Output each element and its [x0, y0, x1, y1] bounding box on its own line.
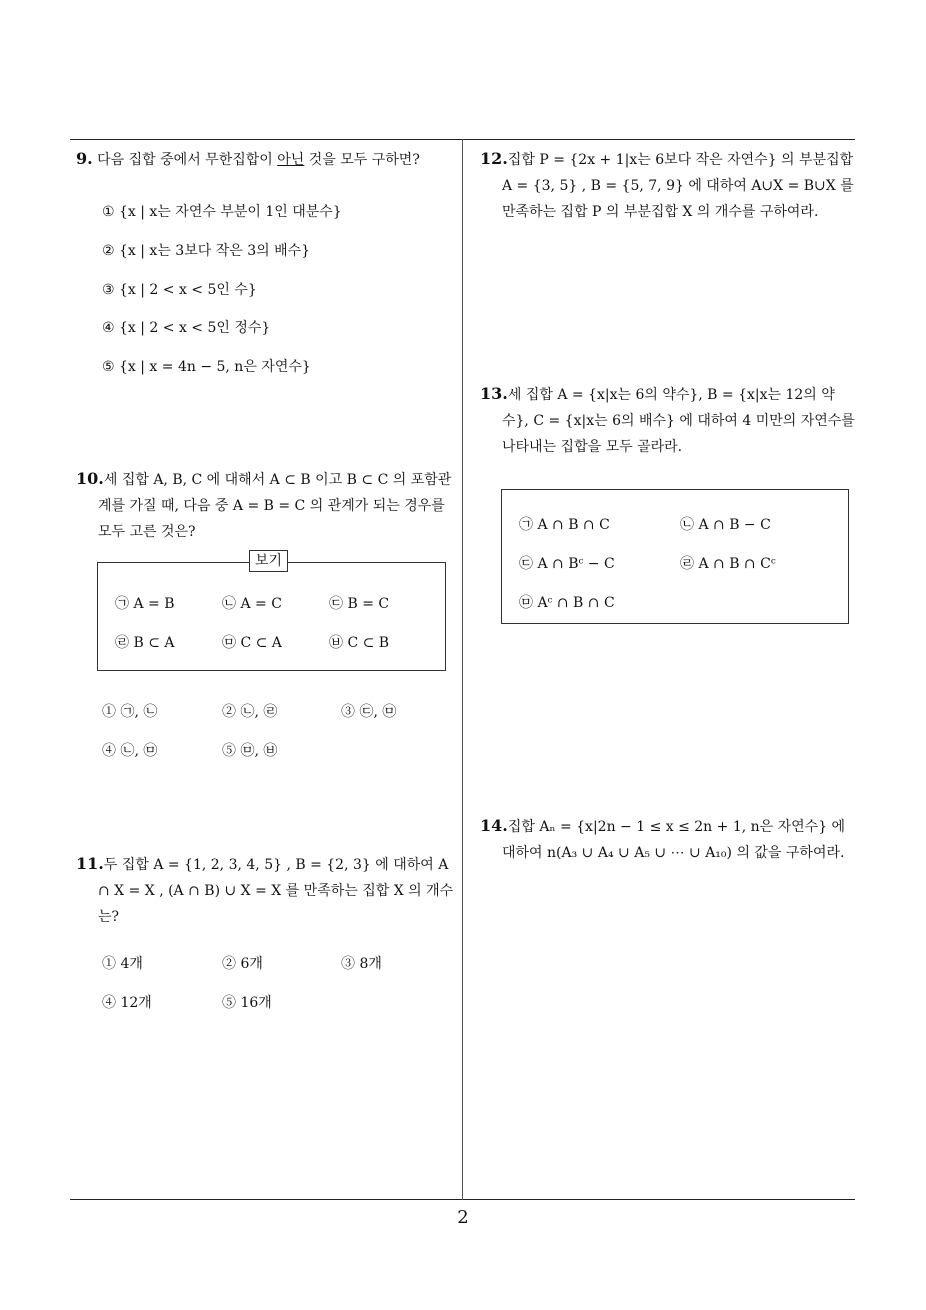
- q9-option-1[interactable]: ① {x | x는 자연수 부분이 1인 대분수}: [102, 204, 342, 220]
- q11-option-2[interactable]: ② 6개: [222, 956, 263, 972]
- box-title: 보기: [249, 550, 288, 572]
- box-item: ㉡ A = C: [222, 596, 282, 612]
- question-text: 세 집합 A, B, C 에 대해서 A ⊂ B 이고 B ⊂ C 의 포함관계를 가질 때, 다음 중 A = B = C 의 관계가 되는 경우를 모두 고른 것은?: [98, 472, 452, 540]
- question-text: 다음 집합 중에서 무한집합이 아닌 것을 모두 구하면?: [97, 152, 420, 168]
- q11-option-3[interactable]: ③ 8개: [341, 956, 382, 972]
- box-item: ㉠ A ∩ B ∩ C: [519, 517, 610, 533]
- choices-box: [97, 562, 446, 671]
- q11-option-1[interactable]: ① 4개: [102, 956, 143, 972]
- box-item: ㉤ Aᶜ ∩ B ∩ C: [519, 595, 615, 611]
- box-item: ㉠ A = B: [115, 596, 175, 612]
- box-item: ㉤ C ⊂ A: [222, 635, 282, 651]
- q9-option-3[interactable]: ③ {x | 2 < x < 5인 수}: [102, 282, 257, 298]
- question-13: [480, 381, 858, 460]
- box-item: ㉥ C ⊂ B: [329, 635, 390, 651]
- question-text: 세 집합 A = {x|x는 6의 약수}, B = {x|x는 12의 약수}, C = {x|x는 6의 배수} 에 대하여 4 미만의 자연수를 나타내는 집합을 모두 골라라.: [502, 387, 855, 455]
- q10-option-3[interactable]: ③ ㉢, ㉤: [341, 704, 397, 720]
- question-text: 집합 Aₙ = {x|2n − 1 ≤ x ≤ 2n + 1, n은 자연수} 에 대하여 n(A₃ ∪ A₄ ∪ A₅ ∪ ⋯ ∪ A₁₀) 의 값을 구하여라.: [502, 819, 846, 861]
- question-number: 12.: [480, 149, 508, 168]
- emphasis-underline: 아닌: [277, 152, 305, 168]
- q9-option-5[interactable]: ⑤ {x | x = 4n − 5, n은 자연수}: [102, 359, 311, 375]
- question-9: [76, 146, 454, 173]
- question-number: 14.: [480, 816, 508, 835]
- box-item: ㉡ A ∩ B − C: [680, 517, 771, 533]
- q10-option-1[interactable]: ① ㉠, ㉡: [102, 704, 158, 720]
- question-number: 11.: [76, 854, 104, 873]
- q9-option-2[interactable]: ② {x | x는 3보다 작은 3의 배수}: [102, 243, 311, 259]
- q9-option-4[interactable]: ④ {x | 2 < x < 5인 정수}: [102, 320, 271, 336]
- question-number: 9.: [76, 149, 93, 168]
- q10-option-4[interactable]: ④ ㉡, ㉤: [102, 743, 158, 759]
- question-text: 집합 P = {2x + 1|x는 6보다 작은 자연수} 의 부분집합 A = {3, 5} , B = {5, 7, 9} 에 대하여 A∪X = B∪X 를 만족하는 집합 P 의 부분집합 X 의 개수를 구하여라.: [502, 152, 854, 220]
- question-number: 10.: [76, 469, 104, 488]
- q10-option-2[interactable]: ② ㉡, ㉣: [222, 704, 278, 720]
- box-item: ㉢ A ∩ Bᶜ − C: [519, 556, 615, 572]
- column-divider: [462, 139, 463, 1200]
- question-11: [76, 851, 454, 930]
- q10-option-5[interactable]: ⑤ ㉤, ㉥: [222, 743, 278, 759]
- page-number: 2: [457, 1207, 469, 1228]
- box-item: ㉣ A ∩ B ∩ Cᶜ: [680, 556, 776, 572]
- question-14: [480, 813, 858, 866]
- question-text: 두 집합 A = {1, 2, 3, 4, 5} , B = {2, 3} 에 대하여 A ∩ X = X , (A ∩ B) ∪ X = X 를 만족하는 집합 X 의 개수는?: [98, 857, 454, 925]
- question-number: 13.: [480, 384, 508, 403]
- q11-option-4[interactable]: ④ 12개: [102, 995, 152, 1011]
- box-item: ㉢ B = C: [329, 596, 390, 612]
- q11-option-5[interactable]: ⑤ 16개: [222, 995, 272, 1011]
- question-10: [76, 466, 454, 545]
- box-item: ㉣ B ⊂ A: [115, 635, 175, 651]
- question-12: [480, 146, 858, 225]
